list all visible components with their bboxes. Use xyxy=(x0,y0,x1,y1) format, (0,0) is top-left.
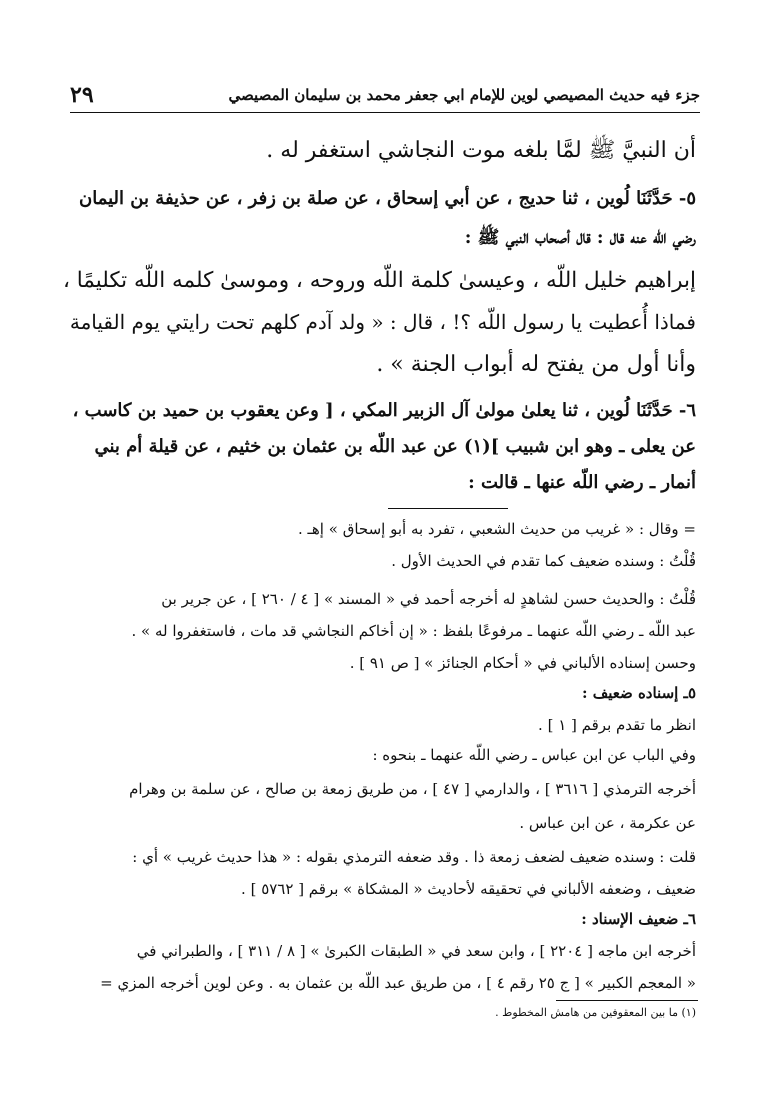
body-line: رضي اللّه عنه قال : قال أصحاب النبي ﷺ : xyxy=(464,227,696,248)
note-line: أخرجه الترمذي [ ٣٦١٦ ] ، والدارمي [ ٤٧ ] ، من طريق زمعة بن صالح ، عن سلمة بن وهرام xyxy=(129,780,696,798)
note-line: ضعيف ، وضعفه الألباني في تحقيقه لأحاديث « المشكاة » برقم [ ٥٧٦٢ ] . xyxy=(241,880,696,898)
hadith-6-isnad: ٦- حَدَّثَنَا لُوين ، ثنا يعلىٰ مولىٰ آل الزبير المكي ، [ وعن يعقوب بن حميد بن كاسب ، xyxy=(72,400,696,421)
running-header xyxy=(70,84,700,112)
note-line: وحسن إسناده الألباني في « أحكام الجنائز » [ ص ٩١ ] . xyxy=(349,654,696,672)
note-line: عن عكرمة ، عن ابن عباس . xyxy=(519,814,696,832)
note-line: « المعجم الكبير » [ ج ٢٥ رقم ٤ ] ، من طريق عبد اللّه بن عثمان به . وعن لوين أخرجه المزي = xyxy=(100,974,696,992)
hadith-5-matn: إبراهيم خليل اللّه ، وعيسىٰ كلمة اللّه وروحه ، وموسىٰ كلمه اللّه تكليمًا ، xyxy=(62,268,696,293)
hadith-6-isnad: أنمار ـ رضي اللّه عنها ـ قالت : xyxy=(468,472,696,493)
note-line: قُلْتُ : وسنده ضعيف كما تقدم في الحديث الأول . xyxy=(391,552,696,570)
hadith-6-isnad: عن يعلى ـ وهو ابن شبيب ](١) عن عبد اللّه بن عثمان بن خثيم ، عن قيلة أم بني xyxy=(94,436,696,457)
header-rule xyxy=(70,112,700,113)
note-line: انظر ما تقدم برقم [ ١ ] . xyxy=(538,716,696,734)
body-line: أن النبيَّ ﷺ لمَّا بلغه موت النجاشي استغفر له . xyxy=(266,138,696,163)
note-line: قلت : وسنده ضعيف لضعف زمعة ذا . وقد ضعفه الترمذي بقوله : « هذا حديث غريب » أي : xyxy=(132,848,696,866)
hadith-5-matn: وأنا أول من يفتح له أبواب الجنة » . xyxy=(376,352,696,377)
header-title: جزء فيه حديث المصيصي لوين للإمام ابي جعفر محمد بن سليمان المصيصي xyxy=(228,86,700,104)
note-line: قُلْتُ : والحديث حسن لشاهدٍ له أخرجه أحمد في « المسند » [ ٤ / ٢٦٠ ] ، عن جرير بن xyxy=(161,590,696,608)
note-line: وفي الباب عن ابن عباس ـ رضي اللّه عنهما ـ بنحوه : xyxy=(372,746,696,764)
hadith-5-isnad: ٥- حَدَّثَنَا لُوين ، ثنا حديج ، عن أبي إسحاق ، عن صلة بن زفر ، عن حذيفة بن اليمان xyxy=(79,188,696,209)
note-line: = وقال : « غريب من حديث الشعبي ، تفرد به أبو إسحاق » إهـ . xyxy=(297,520,696,538)
note-line: عبد اللّه ـ رضي اللّه عنهما ـ مرفوعًا بلفظ : « إن أخاكم النجاشي قد مات ، فاستغفروا له » . xyxy=(131,622,696,640)
note-heading: ٥ـ إسناده ضعيف : xyxy=(581,684,696,702)
note-heading: ٦ـ ضعيف الإسناد : xyxy=(581,910,696,928)
footnote-rule xyxy=(556,1000,698,1001)
hadith-5-matn: فماذا أُعطيت يا رسول اللّه ؟! ، قال : « ولد آدم كلهم تحت رايتي يوم القيامة xyxy=(69,310,696,334)
page-number: ٢٩ xyxy=(70,82,94,108)
section-separator xyxy=(388,508,508,509)
footnote: (١) ما بين المعقوفين من هامش المخطوط . xyxy=(495,1006,696,1019)
note-line: أخرجه ابن ماجه [ ٢٢٠٤ ] ، وابن سعد في « الطبقات الكبرىٰ » [ ٨ / ٣١١ ] ، والطبراني في xyxy=(136,942,696,960)
